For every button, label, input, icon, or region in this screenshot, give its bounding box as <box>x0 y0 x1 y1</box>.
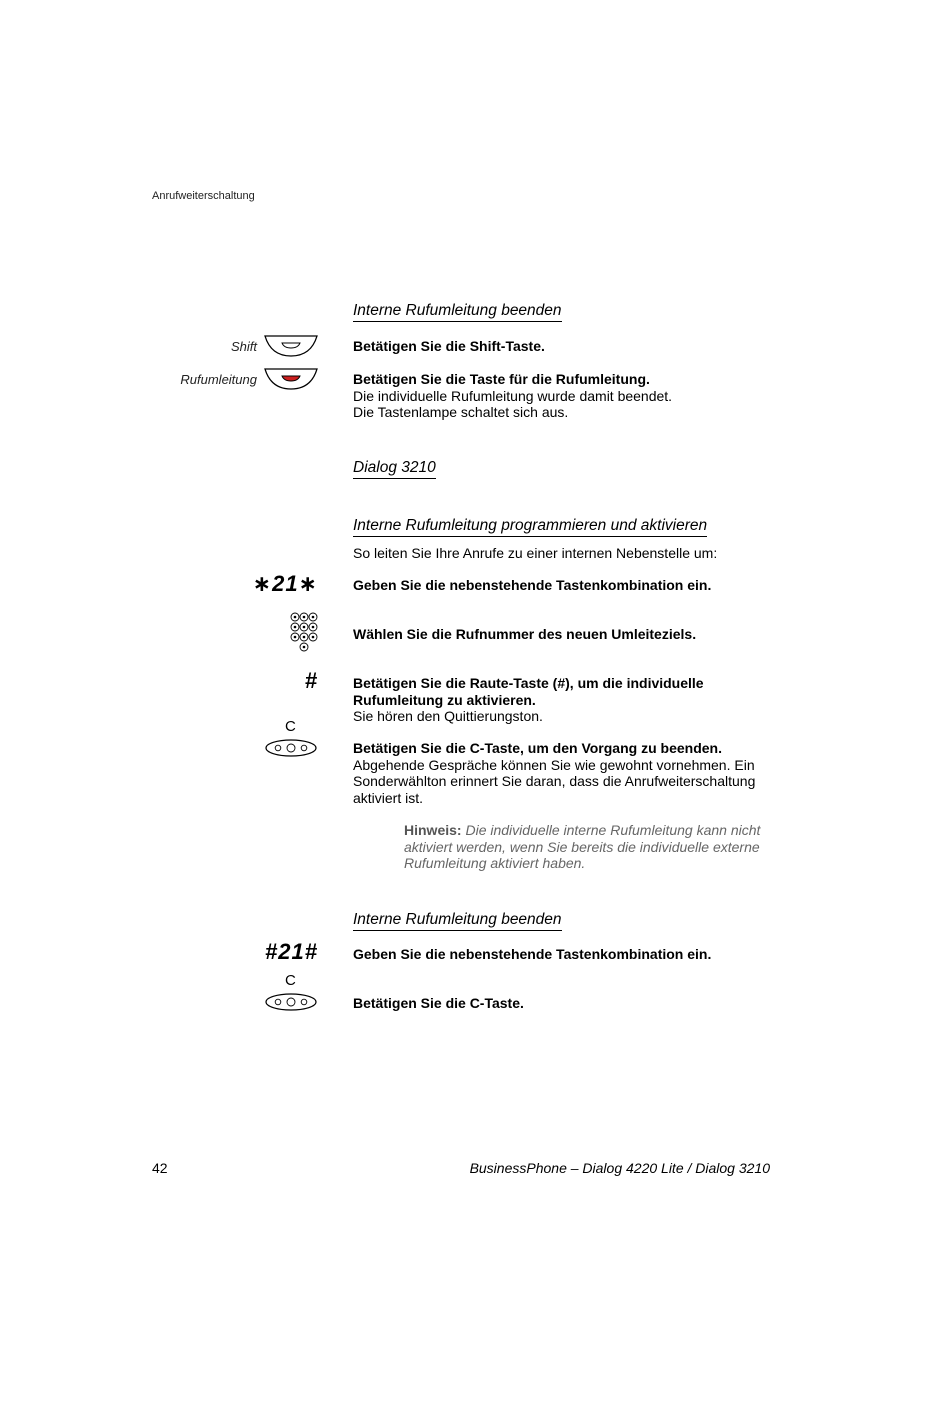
note-box <box>404 822 774 872</box>
step-enter-combination: Geben Sie die nebenstehende Tastenkombination ein. <box>353 946 712 962</box>
step-text-line: Die Tastenlampe schaltet sich aus. <box>353 404 569 420</box>
section-intro: So leiten Sie Ihre Anrufe zu einer internen Nebenstelle um: <box>353 545 718 561</box>
page-number: 42 <box>152 1160 168 1176</box>
keypad-icon <box>288 611 320 655</box>
running-header: Anrufweiterschaltung <box>152 190 255 202</box>
note-label: Hinweis: <box>404 822 462 838</box>
section-heading-beenden-3210: Interne Rufumleitung beenden <box>353 911 562 931</box>
note-line <box>404 822 774 839</box>
note-line: aktiviert werden, wenn Sie bereits die individuelle externe <box>404 838 760 855</box>
step-bold-text: Betätigen Sie die Taste für die Rufumleitung. <box>353 371 650 387</box>
step-text-line: Abgehende Gespräche können Sie wie gewohnt vornehmen. Ein <box>353 756 755 773</box>
step-press-shift: Betätigen Sie die Shift-Taste. <box>353 338 545 354</box>
step-press-hash <box>353 675 773 725</box>
footer-title: BusinessPhone – Dialog 4220 Lite / Dialog 3210 <box>469 1160 770 1176</box>
step-bold-text: Rufumleitung zu aktivieren. <box>353 691 536 708</box>
note-line: Rufumleitung aktiviert haben. <box>404 855 586 871</box>
step-text-line: Sie hören den Quittierungston. <box>353 708 543 724</box>
rufumleitung-key-label: Rufumleitung <box>180 372 257 387</box>
step-text-line: Sonderwählton erinnert Sie daran, dass die Anrufweiterschaltung <box>353 773 756 789</box>
shift-key-label: Shift <box>230 339 257 354</box>
hash-key-symbol: # <box>304 668 318 693</box>
note-text: Die individuelle interne Rufumleitung kann nicht <box>465 822 761 838</box>
step-press-c <box>353 740 773 806</box>
c-key-label: C <box>285 972 296 989</box>
c-key-label: C <box>285 718 296 735</box>
section-heading-interne-rufumleitung-beenden: Interne Rufumleitung beenden <box>353 302 562 322</box>
shift-key-icon <box>264 334 318 358</box>
step-text-line: Die individuelle Rufumleitung wurde damit beendet. <box>353 387 673 404</box>
c-key-icon <box>264 991 318 1013</box>
step-bold-text: Betätigen Sie die C-Taste, um den Vorgang zu beenden. <box>353 740 722 756</box>
step-enter-combination: Geben Sie die nebenstehende Tastenkombination ein. <box>353 577 712 593</box>
key-combination-star21star: ∗21∗ <box>252 571 318 596</box>
step-press-rufumleitung <box>353 371 773 421</box>
step-text-line: aktiviert ist. <box>353 789 424 806</box>
step-dial-number: Wählen Sie die Rufnummer des neuen Umleiteziels. <box>353 626 697 642</box>
model-heading: Dialog 3210 <box>353 459 436 479</box>
step-press-c: Betätigen Sie die C-Taste. <box>353 995 524 1011</box>
c-key-icon <box>264 737 318 759</box>
step-bold-text: Betätigen Sie die Raute-Taste (#), um die individuelle <box>353 675 704 691</box>
key-combination-hash21hash: #21# <box>265 939 318 964</box>
rufumleitung-key-icon <box>264 367 318 391</box>
section-heading-programmieren: Interne Rufumleitung programmieren und aktivieren <box>353 517 707 537</box>
